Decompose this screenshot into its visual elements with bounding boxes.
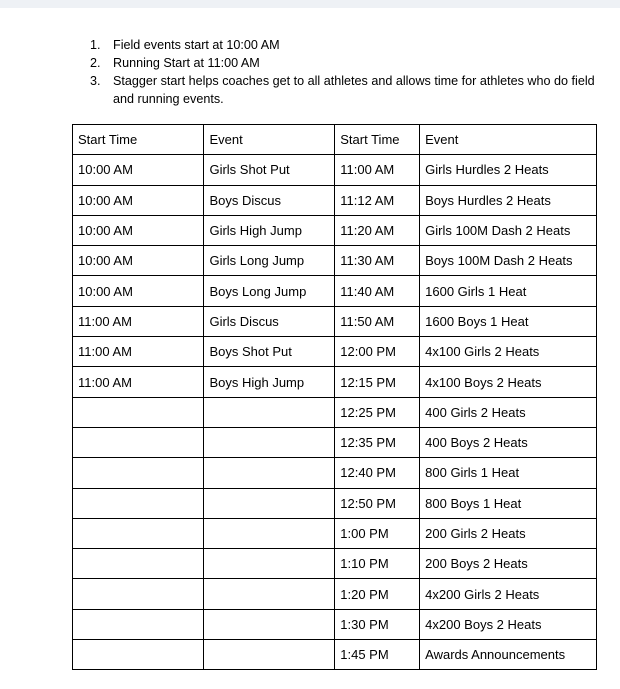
field-event-cell: Boys Discus (204, 185, 335, 215)
running-start-time-cell: 12:35 PM (335, 427, 420, 457)
running-start-time-cell: 11:12 AM (335, 185, 420, 215)
table-row (73, 337, 597, 367)
running-event-cell: Girls 100M Dash 2 Heats (420, 215, 597, 245)
table-row (73, 549, 597, 579)
running-start-time-cell: 1:20 PM (335, 579, 420, 609)
field-start-time-cell: 11:00 AM (73, 306, 204, 336)
table-row (73, 488, 597, 518)
field-event-cell (204, 397, 335, 427)
field-start-time-cell (73, 427, 204, 457)
table-row (73, 276, 597, 306)
field-event-cell: Boys High Jump (204, 367, 335, 397)
running-start-time-cell: 11:40 AM (335, 276, 420, 306)
table-row (73, 427, 597, 457)
running-event-cell: 1600 Boys 1 Heat (420, 306, 597, 336)
list-text: Field events start at 10:00 AM (113, 38, 280, 52)
running-start-time-cell: 11:30 AM (335, 246, 420, 276)
running-event-cell: Boys Hurdles 2 Heats (420, 185, 597, 215)
running-start-time-cell: 12:50 PM (335, 488, 420, 518)
running-event-cell: 1600 Girls 1 Heat (420, 276, 597, 306)
running-start-time-cell: 1:45 PM (335, 640, 420, 670)
field-start-time-cell (73, 609, 204, 639)
schedule-table-body (73, 155, 597, 670)
running-start-time-cell: 1:30 PM (335, 609, 420, 639)
table-row (73, 155, 597, 185)
list-number: 2. (90, 56, 101, 70)
running-event-cell: 200 Girls 2 Heats (420, 518, 597, 548)
running-start-time-cell: 11:20 AM (335, 215, 420, 245)
header-running-start-time: Start Time (335, 125, 420, 155)
running-event-cell: Girls Hurdles 2 Heats (420, 155, 597, 185)
field-start-time-cell (73, 640, 204, 670)
document-page (0, 8, 620, 689)
running-start-time-cell: 11:00 AM (335, 155, 420, 185)
field-start-time-cell (73, 518, 204, 548)
field-start-time-cell: 11:00 AM (73, 367, 204, 397)
field-start-time-cell (73, 458, 204, 488)
table-row (73, 458, 597, 488)
running-start-time-cell: 12:40 PM (335, 458, 420, 488)
header-field-event: Event (204, 125, 335, 155)
list-number: 1. (90, 38, 101, 52)
field-event-cell (204, 640, 335, 670)
running-event-cell: Boys 100M Dash 2 Heats (420, 246, 597, 276)
list-text: Running Start at 11:00 AM (113, 56, 260, 70)
field-event-cell (204, 488, 335, 518)
table-row (73, 215, 597, 245)
schedule-table (72, 124, 597, 670)
header-running-event: Event (420, 125, 597, 155)
notes-list-item (90, 54, 600, 72)
running-event-cell: 200 Boys 2 Heats (420, 549, 597, 579)
field-start-time-cell: 10:00 AM (73, 246, 204, 276)
field-event-cell: Girls Shot Put (204, 155, 335, 185)
running-start-time-cell: 12:25 PM (335, 397, 420, 427)
running-event-cell: 4x200 Girls 2 Heats (420, 579, 597, 609)
table-row (73, 185, 597, 215)
running-event-cell: 4x100 Girls 2 Heats (420, 337, 597, 367)
running-event-cell: 4x200 Boys 2 Heats (420, 609, 597, 639)
field-event-cell (204, 458, 335, 488)
field-event-cell: Boys Long Jump (204, 276, 335, 306)
field-start-time-cell: 10:00 AM (73, 276, 204, 306)
field-start-time-cell: 10:00 AM (73, 215, 204, 245)
field-start-time-cell (73, 397, 204, 427)
running-start-time-cell: 11:50 AM (335, 306, 420, 336)
running-event-cell: 400 Girls 2 Heats (420, 397, 597, 427)
list-number: 3. (90, 74, 101, 88)
field-start-time-cell: 10:00 AM (73, 155, 204, 185)
table-row (73, 306, 597, 336)
running-event-cell: Awards Announcements (420, 640, 597, 670)
notes-list-item (90, 72, 600, 108)
running-event-cell: 800 Boys 1 Heat (420, 488, 597, 518)
top-toolbar-strip (0, 0, 620, 8)
field-start-time-cell: 11:00 AM (73, 337, 204, 367)
running-event-cell: 800 Girls 1 Heat (420, 458, 597, 488)
field-event-cell: Girls High Jump (204, 215, 335, 245)
field-event-cell (204, 518, 335, 548)
field-start-time-cell (73, 488, 204, 518)
table-header-row (73, 125, 597, 155)
header-field-start-time: Start Time (73, 125, 204, 155)
field-event-cell (204, 549, 335, 579)
field-event-cell (204, 579, 335, 609)
field-event-cell (204, 609, 335, 639)
table-row (73, 397, 597, 427)
table-row (73, 640, 597, 670)
table-row (73, 367, 597, 397)
field-event-cell (204, 427, 335, 457)
running-start-time-cell: 12:15 PM (335, 367, 420, 397)
table-row (73, 609, 597, 639)
running-start-time-cell: 12:00 PM (335, 337, 420, 367)
field-event-cell: Boys Shot Put (204, 337, 335, 367)
notes-list (90, 36, 600, 108)
field-event-cell: Girls Discus (204, 306, 335, 336)
running-start-time-cell: 1:10 PM (335, 549, 420, 579)
running-event-cell: 4x100 Boys 2 Heats (420, 367, 597, 397)
table-row (73, 518, 597, 548)
field-start-time-cell (73, 549, 204, 579)
field-start-time-cell: 10:00 AM (73, 185, 204, 215)
field-event-cell: Girls Long Jump (204, 246, 335, 276)
table-row (73, 579, 597, 609)
table-row (73, 246, 597, 276)
running-start-time-cell: 1:00 PM (335, 518, 420, 548)
field-start-time-cell (73, 579, 204, 609)
notes-list-item (90, 36, 600, 54)
running-event-cell: 400 Boys 2 Heats (420, 427, 597, 457)
list-text: Stagger start helps coaches get to all athletes and allows time for athletes who do field and running events. (113, 74, 595, 106)
